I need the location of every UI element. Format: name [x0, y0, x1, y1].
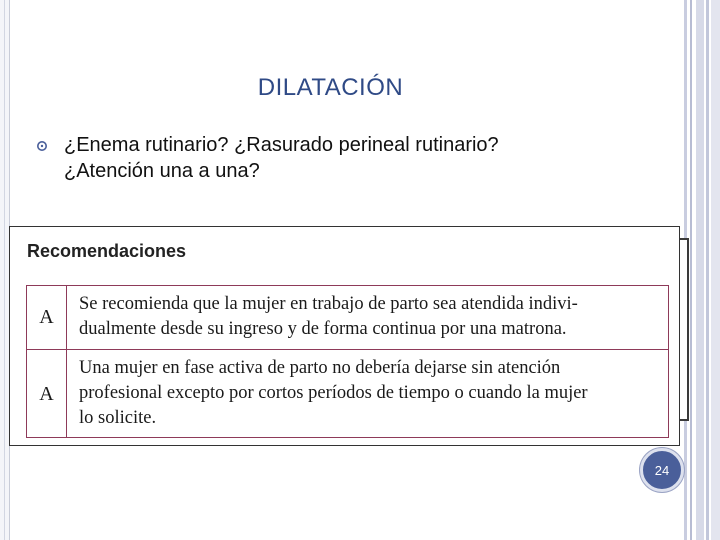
recommendation-text: [67, 286, 668, 349]
recommendations-table: [26, 285, 669, 438]
right-stripe-decoration: [711, 0, 720, 540]
table-row: [27, 286, 668, 350]
evidence-grade: A: [27, 286, 67, 349]
recommendations-heading: Recomendaciones: [27, 241, 187, 261]
recommendation-line: Una mujer en fase activa de parto no debería dejarse sin atención: [79, 358, 561, 378]
slide-title: DILATACIÓN: [257, 74, 404, 101]
right-stripe-decoration: [690, 0, 692, 540]
right-stripe-decoration: [706, 0, 709, 540]
right-stripe-decoration: [696, 0, 704, 540]
recommendation-text: [67, 350, 668, 438]
page-number-badge: 24: [640, 448, 684, 492]
hollow-circle-bullet-icon: [36, 132, 64, 184]
bullet-item: [36, 132, 636, 184]
bullet-text: [64, 132, 624, 184]
recommendation-line: lo solicite.: [79, 408, 157, 428]
bullet-line: ¿Enema rutinario? ¿Rasurado perineal rutinario?: [64, 134, 499, 156]
table-row: [27, 350, 668, 438]
evidence-grade: A: [27, 350, 67, 438]
recommendation-line: dualmente desde su ingreso y de forma continua por una matrona.: [79, 319, 567, 339]
recommendations-image: [9, 226, 680, 446]
recommendation-line: profesional excepto por cortos períodos de tiempo o cuando la mujer: [79, 383, 588, 403]
recommendation-line: Se recomienda que la mujer en trabajo de parto sea atendida indivi-: [79, 294, 578, 314]
bullet-line: ¿Atención una a una?: [64, 160, 260, 182]
